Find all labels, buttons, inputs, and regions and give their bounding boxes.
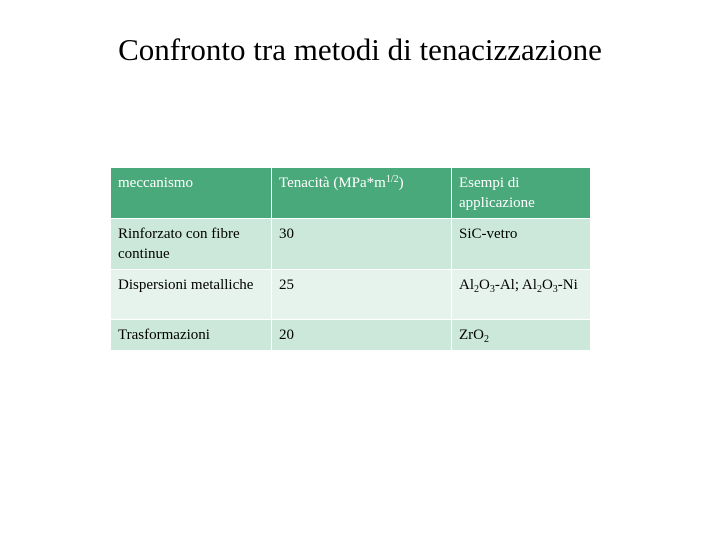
- example-part: O: [541, 277, 553, 293]
- cell-mechanism: Trasformazioni: [111, 320, 272, 351]
- header-toughness-close: ): [398, 175, 404, 191]
- header-mechanism: meccanismo: [111, 168, 272, 219]
- table-row: [111, 219, 591, 270]
- example-part: -Al; Al: [494, 277, 537, 293]
- example-subscript: 3: [552, 284, 558, 295]
- example-part: -Ni: [557, 277, 578, 293]
- header-toughness-exponent: 1/2: [385, 174, 399, 185]
- example-subscript: 2: [536, 284, 542, 295]
- cell-mechanism: Rinforzato con fibre continue: [111, 219, 272, 270]
- example-part: Si: [459, 226, 472, 242]
- header-examples: Esempi di applicazione: [452, 168, 591, 219]
- cell-example: [452, 270, 591, 320]
- header-toughness-base: Tenacità (MPa*m: [279, 175, 386, 191]
- cell-toughness: 30: [272, 219, 452, 270]
- example-part: O: [473, 327, 485, 343]
- table-row: [111, 270, 591, 320]
- table-row: [111, 320, 591, 351]
- example-subscript: 2: [474, 284, 479, 295]
- example-part: C-vetro: [471, 226, 518, 242]
- header-toughness: [272, 168, 452, 219]
- cell-example: [452, 219, 591, 270]
- table-header-row: [111, 168, 591, 219]
- example-part: Al: [459, 277, 474, 293]
- comparison-table: [110, 167, 591, 351]
- cell-toughness: 20: [272, 320, 452, 351]
- example-part: O: [479, 277, 490, 293]
- example-subscript: 3: [489, 284, 495, 295]
- cell-toughness: 25: [272, 270, 452, 320]
- example-subscript: 2: [484, 334, 490, 345]
- cell-example: [452, 320, 591, 351]
- slide-title: Confronto tra metodi di tenacizzazione: [118, 32, 602, 67]
- cell-mechanism: Dispersioni metalliche: [111, 270, 272, 320]
- example-part: Zr: [459, 327, 474, 343]
